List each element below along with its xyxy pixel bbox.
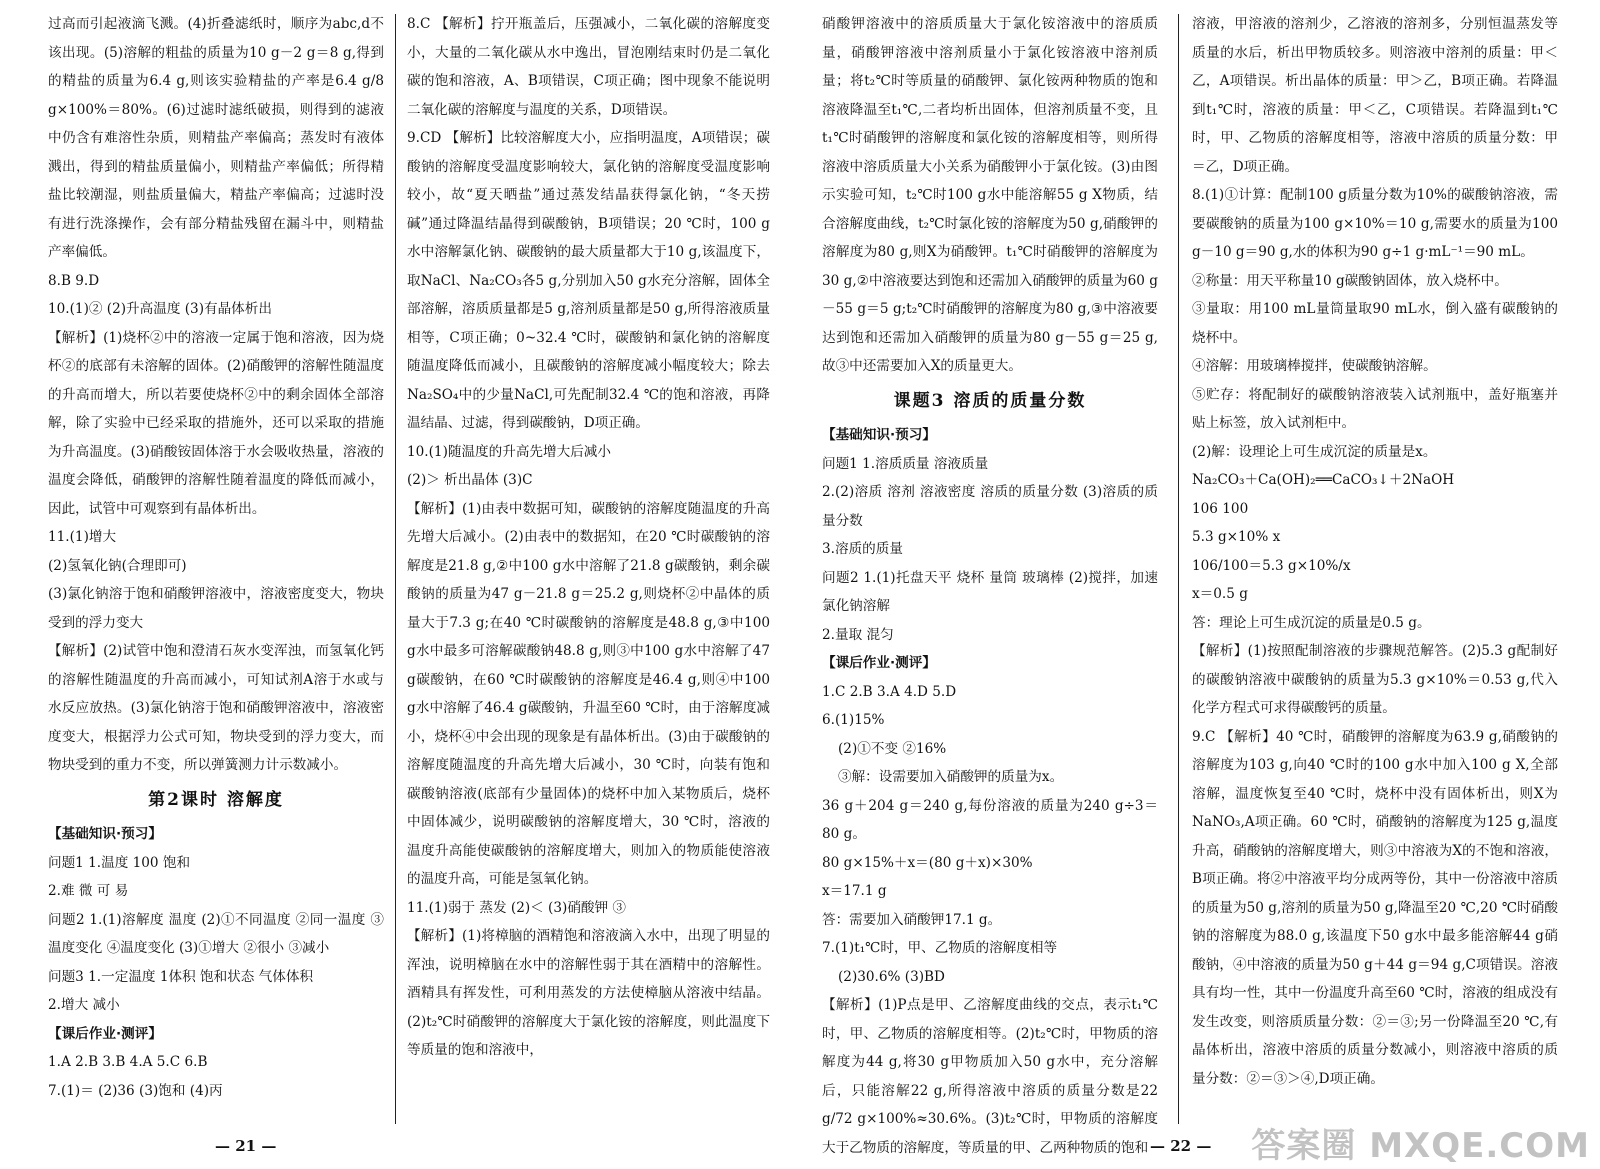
answer-paragraph: 106 100 xyxy=(1192,500,1249,517)
sub-heading: 【基础知识·预习】 xyxy=(822,427,936,443)
answer-paragraph: 问题2 1.(1)溶解度 温度 (2)①不同温度 ②同一温度 ③温度变化 ④温度变化 (3)①增大 ②很小 ③减小 xyxy=(48,911,384,956)
answer-paragraph: 【解析】(1)由表中数据可知，碳酸钠的溶解度随温度的升高先增大后减小。(2)由表中的数据知，在20 ℃时碳酸钠的溶解度是21.8 g,②中100 g水中溶解了21.8 g碳酸钠，剩余碳酸钠的质量为47 g－21.8 g＝25.2 g,则烧杯②中晶体的质量大于7.3 g;在40 ℃时碳酸钠的溶解度是48.8 g,③中100 g水中最多可溶解碳酸钠48.8 g,则③中100 g水中溶解了47 g碳酸钠，在60 ℃时碳酸钠的溶解度是46.4 g,则④中100 g水中溶解了46.4 g碳酸钠，升温至60 ℃时，由于溶解度减小，烧杯④中会出现的现象是有晶体析出。(3)由于碳酸钠的溶解度随温度的升高先增大后减小，30 ℃时，向装有饱和碳酸钠溶液(底部有少量固体)的烧杯中加入某物质后，烧杯中固体减少，说明碳酸钠的溶解度增大，30 ℃时，溶液的温度升高能使碳酸钠的溶解度增大，则加入的物质能使溶液的温度升高，可能是氢氧化钠。 xyxy=(407,500,770,887)
answer-paragraph: x＝17.1 g xyxy=(822,883,887,899)
answer-paragraph: 80 g×15%＋x＝(80 g＋x)×30% xyxy=(822,854,1033,871)
answer-paragraph: 【解析】(1)将樟脑的酒精饱和溶液滴入水中，出现了明显的浑浊，说明樟脑在水中的溶解性弱于其在酒精中的溶解性。酒精具有挥发性，可利用蒸发的方法使樟脑从溶液中结晶。(2)t₂℃时硝酸钾的溶解度大于氯化铵的溶解度，则此温度下等质量的饱和溶液中， xyxy=(407,928,770,1058)
answer-paragraph: 硝酸钾溶液中的溶质质量大于氯化铵溶液中的溶质质量，硝酸钾溶液中溶剂质量小于氯化铵溶液中溶剂质量；将t₂℃时等质量的硝酸钾、氯化铵两种物质的饱和溶液降温至t₁℃,二者均析出固体，但溶剂质量不变，且t₁℃时硝酸钾的溶解度和氯化铵的溶解度相等，则所得溶液中溶质质量大小关系为硝酸钾小于氯化铵。(3)由图示实验可知，t₂℃时100 g水中能溶解55 g X物质，结合溶解度曲线，t₂℃时氯化铵的溶解度为50 g,硝酸钾的溶解度为80 g,则X为硝酸钾。t₁℃时硝酸钾的溶解度为30 g,②中溶液要达到饱和还需加入硝酸钾的质量为60 g－55 g＝5 g;t₂℃时硝酸钾的溶解度为80 g,③中溶液要达到饱和还需加入硝酸钾的质量为80 g－55 g＝25 g,故③中还需要加入X的质量更大。 xyxy=(822,16,1158,374)
answer-paragraph: 【解析】(2)试管中饱和澄清石灰水变浑浊，而氢氧化钙的溶解性随温度的升高而减小，可知试剂A溶于水或与水反应放热。(3)氯化钠溶于饱和硝酸钾溶液中，溶液密度变大，根据浮力公式可知，物块受到的浮力变大，而物块受到的重力不变，所以弹簧测力计示数减小。 xyxy=(48,643,384,773)
answer-paragraph: (2)①不变 ②16% xyxy=(838,740,947,757)
answer-paragraph: 2.增大 减小 xyxy=(48,997,120,1013)
answer-paragraph: 【解析】(1)按照配制溶液的步骤规范解答。(2)5.3 g配制好的碳酸钠溶液中碳酸钠的质量为5.3 g×10%＝0.53 g,代入化学方程式可求得碳酸钙的质量。 xyxy=(1192,643,1558,716)
answer-paragraph: 8.(1)①计算：配制100 g质量分数为10%的碳酸钠溶液，需要碳酸钠的质量为100 g×10%＝10 g,需要水的质量为100 g－10 g＝90 g,水的体积为90 g÷1 g·mL⁻¹＝90 mL。 xyxy=(1192,187,1558,260)
answer-paragraph: 3.溶质的质量 xyxy=(822,541,903,557)
answer-paragraph: 9.C 【解析】40 ℃时，硝酸钾的溶解度为63.9 g,硝酸钠的溶解度为103 g,向40 ℃时的100 g水中加入100 g X,全部溶解，温度恢复至40 ℃时，烧杯中没有固体析出，则X为NaNO₃,A项正确。60 ℃时，硝酸钠的溶解度为125 g,温度升高，硝酸钠的溶解度增大，则③中溶液为X的不饱和溶液，B项正确。将②中溶液平均分成两等份，其中一份溶液中溶质的质量为50 g,溶剂的质量为50 g,降温至20 ℃,20 ℃时硝酸钠的溶解度为88.0 g,该温度下50 g水中最多能溶解44 g硝酸钠，④中溶液的质量为50 g＋44 g＝94 g,C项错误。溶液具有均一性，其中一份温度升高至60 ℃时，溶液的组成没有发生改变，则溶质质量分数：②＝③;另一份降温至20 ℃,有晶体析出，溶液中溶质的质量分数减小，则溶液中溶质的质量分数：②＝③＞④,D项正确。 xyxy=(1192,728,1558,1087)
answer-paragraph: 答：理论上可生成沉淀的质量是0.5 g。 xyxy=(1192,614,1431,631)
answer-paragraph: 6.(1)15% xyxy=(822,712,885,728)
page-number-22: — 22 — xyxy=(1150,1137,1212,1155)
section-title: 第2课时 溶解度 xyxy=(148,789,284,810)
answer-paragraph: (2)30.6% (3)BD xyxy=(838,968,945,985)
answer-paragraph: 1.C 2.B 3.A 4.D 5.D xyxy=(822,683,957,700)
page-21-left-column xyxy=(48,10,384,1105)
sub-heading: 【课后作业·测评】 xyxy=(822,655,936,671)
answer-paragraph: 2.(2)溶质 溶剂 溶液密度 溶质的质量分数 (3)溶质的质量分数 xyxy=(822,484,1158,529)
answer-paragraph: 过高而引起液滴飞溅。(4)折叠滤纸时，顺序为abc,d不该出现。(5)溶解的粗盐的质量为10 g－2 g＝8 g,得到的精盐的质量为6.4 g,则该实验精盐的产率是6.4 g/8 g×100%＝80%。(6)过滤时滤纸破损，则得到的滤液中仍含有难溶性杂质，则精盐产率偏高；蒸发时有液体溅出，得到的精盐质量偏小，则精盐产率偏低；所得精盐比较潮湿，则盐质量偏大，精盐产率偏高；过滤时没有进行洗涤操作，会有部分精盐残留在漏斗中，则精盐产率偏低。 xyxy=(48,16,384,260)
answer-paragraph: (2)解：设理论上可生成沉淀的质量是x。 xyxy=(1192,443,1437,460)
page-22-right-column xyxy=(1192,10,1558,1093)
answer-paragraph: 溶液，甲溶液的溶剂少，乙溶液的溶剂多，分别恒温蒸发等质量的水后，析出甲物质较多。则溶液中溶剂的质量：甲＜乙，A项错误。析出晶体的质量：甲＞乙，B项正确。若降温到t₁℃时，溶液的质量：甲＜乙，C项错误。若降温到t₁℃时，甲、乙物质的溶解度相等，溶液中溶质的质量分数：甲＝乙，D项正确。 xyxy=(1192,16,1558,175)
column-divider xyxy=(1178,14,1179,1124)
answer-paragraph: 问题1 1.溶质质量 溶液质量 xyxy=(822,455,989,472)
answer-paragraph: 9.CD 【解析】比较溶解度大小，应指明温度，A项错误；碳酸钠的溶解度受温度影响较大，氯化钠的溶解度受温度影响较小，故“夏天晒盐”通过蒸发结晶获得氯化钠，“冬天捞碱”通过降温结晶得到碳酸钠，B项错误；20 ℃时，100 g水中溶解氯化钠、碳酸钠的最大质量都大于10 g,该温度下，取NaCl、Na₂CO₃各5 g,分别加入50 g水充分溶解，固体全部溶解，溶质质量都是5 g,溶剂质量都是50 g,所得溶液质量相等，C项正确；0~32.4 ℃时，碳酸钠和氯化钠的溶解度随温度降低而减小，且碳酸钠的溶解度减小幅度较大；除去Na₂SO₄中的少量NaCl,可先配制32.4 ℃的饱和溶液，再降温结晶、过滤，得到碳酸钠，D项正确。 xyxy=(407,130,770,431)
sub-heading: 【课后作业·测评】 xyxy=(48,1025,162,1042)
answer-paragraph: 问题1 1.温度 100 饱和 xyxy=(48,854,191,871)
answer-paragraph: 8.C 【解析】拧开瓶盖后，压强减小，二氧化碳的溶解度变小，大量的二氧化碳从水中逸出，冒泡刚结束时仍是二氧化碳的饱和溶液，A、B项错误，C项正确；图中现象不能说明二氧化碳的溶解度与温度的关系，D项错误。 xyxy=(407,16,770,118)
answer-paragraph: 106/100＝5.3 g×10%/x xyxy=(1192,557,1351,574)
answer-paragraph: ⑤贮存：将配制好的碳酸钠溶液装入试剂瓶中，盖好瓶塞并贴上标签，放入试剂柜中。 xyxy=(1192,386,1558,431)
answer-paragraph: Na₂CO₃＋Ca(OH)₂══CaCO₃↓＋2NaOH xyxy=(1192,472,1455,488)
answer-paragraph: ④溶解：用玻璃棒搅拌，使碳酸钠溶解。 xyxy=(1192,358,1437,374)
answer-paragraph: 36 g＋204 g＝240 g,每份溶液的质量为240 g÷3＝80 g。 xyxy=(822,797,1158,842)
answer-paragraph: 【解析】(1)烧杯②中的溶液一定属于饱和溶液，因为烧杯②的底部有未溶解的固体。(2)硝酸钾的溶解性随温度的升高而增大，所以若要使烧杯②中的剩余固体全部溶解，除了实验中已经采取的措施外，还可以采取的措施为升高温度。(3)硝酸铵固体溶于水会吸收热量，溶液的温度会降低，硝酸钾的溶解性随着温度的降低而减小，因此，试管中可观察到有晶体析出。 xyxy=(48,329,384,517)
answer-paragraph: 7.(1)t₁℃时，甲、乙物质的溶解度相等 xyxy=(822,940,1058,956)
answer-paragraph: 10.(1)② (2)升高温度 (3)有晶体析出 xyxy=(48,301,272,317)
answer-paragraph: ③量取：用100 mL量筒量取90 mL水，倒入盛有碳酸钠的烧杯中。 xyxy=(1192,301,1558,346)
answer-paragraph: 答：需要加入硝酸钾17.1 g。 xyxy=(822,911,1002,928)
answer-paragraph: 11.(1)增大 xyxy=(48,529,117,545)
watermark-logo: 答案圈 MXQE.COM xyxy=(1251,1126,1590,1166)
column-divider xyxy=(395,14,396,1124)
answer-paragraph: 7.(1)＝ (2)36 (3)饱和 (4)丙 xyxy=(48,1082,223,1099)
section-title: 课题3 溶质的质量分数 xyxy=(893,390,1087,411)
answer-paragraph: 5.3 g×10% x xyxy=(1192,529,1281,545)
answer-paragraph: 2.量取 混匀 xyxy=(822,626,894,643)
answer-paragraph: (2)＞ 析出晶体 (3)C xyxy=(407,472,533,488)
answer-paragraph: 8.B 9.D xyxy=(48,272,100,289)
answer-paragraph: 问题3 1.一定温度 1体积 饱和状态 气体体积 xyxy=(48,968,314,985)
answer-paragraph: 11.(1)弱于 蒸发 (2)＜ (3)硝酸钾 ③ xyxy=(407,899,627,916)
page-22-left-column xyxy=(822,10,1158,1162)
answer-paragraph: 10.(1)随温度的升高先增大后减小 xyxy=(407,443,611,460)
page-21-right-column xyxy=(407,10,770,1065)
page-number-21: — 21 — xyxy=(215,1137,277,1155)
answer-paragraph: 1.A 2.B 3.B 4.A 5.C 6.B xyxy=(48,1054,208,1070)
answer-paragraph: 2.难 微 可 易 xyxy=(48,883,129,899)
answer-paragraph: 【解析】(1)P点是甲、乙溶解度曲线的交点，表示t₁℃时，甲、乙物质的溶解度相等。(2)t₂℃时，甲物质的溶解度为44 g,将30 g甲物质加入50 g水中，充分溶解后，只能溶解22 g,所得溶液中溶质的质量分数是22 g/72 g×100%≈30.6%。(3)t₂℃时，甲物质的溶解度大于乙物质的溶解度，等质量的甲、乙两种物质的饱和 xyxy=(822,997,1158,1156)
answer-paragraph: ②称量：用天平称量10 g碳酸钠固体，放入烧杯中。 xyxy=(1192,272,1508,289)
answer-paragraph: (2)氢氧化钠(合理即可) xyxy=(48,557,187,574)
answer-paragraph: (3)氯化钠溶于饱和硝酸钾溶液中，溶液密度变大，物块受到的浮力变大 xyxy=(48,586,384,631)
answer-paragraph: ③解：设需要加入硝酸钾的质量为x。 xyxy=(838,769,1064,785)
answer-paragraph: 问题2 1.(1)托盘天平 烧杯 量筒 玻璃棒 (2)搅拌，加速氯化钠溶解 xyxy=(822,569,1158,614)
answer-paragraph: x＝0.5 g xyxy=(1192,586,1248,602)
sub-heading: 【基础知识·预习】 xyxy=(48,826,162,842)
